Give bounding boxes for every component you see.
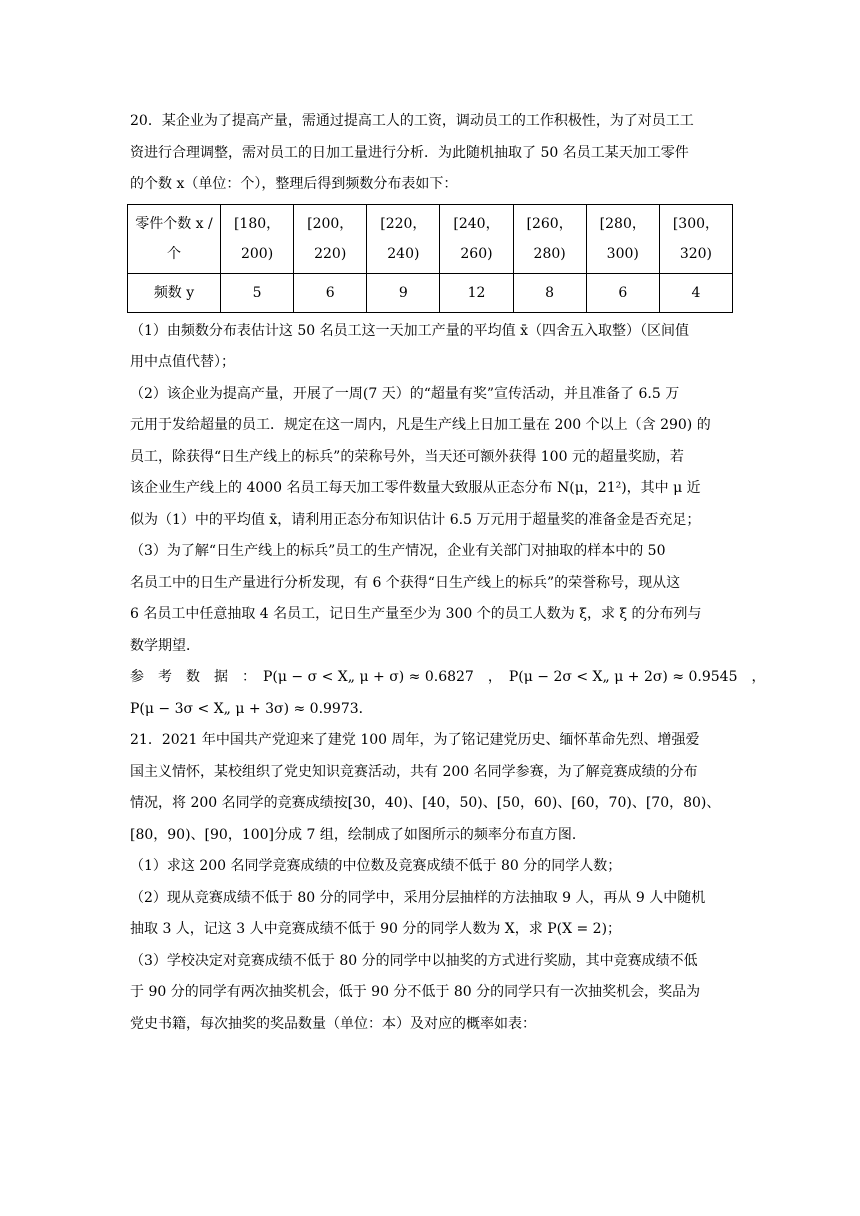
interval-end: 240)	[387, 245, 420, 262]
freq-cell: 4	[659, 273, 732, 312]
q20-part2-line-5: 似为（1）中的平均值 x̄，请利用正态分布知识估计 6.5 万元用于超量奖的准备金是否充足；	[130, 511, 701, 528]
q21-intro-line-2: 国主义情怀，某校组织了党史知识竞赛活动，共有 200 名同学参赛，为了解竞赛成绩的分布	[130, 763, 698, 780]
interval-start: [280，	[599, 215, 646, 232]
q20-part3-line-3: 6 名员工中任意抽取 4 名员工，记日生产量至少为 300 个的员工人数为 ξ，求 ξ 的分布列与	[130, 606, 702, 622]
q21-intro-line-1: 21．2021 年中国共产党迎来了建党 100 周年，为了铭记建党历史、缅怀革命先烈、增强爱	[130, 732, 700, 748]
q21-part3-line-2: 于 90 分的同学有两次抽奖机会，低于 90 分不低于 80 分的同学只有一次抽奖机会，奖品为	[130, 984, 701, 1000]
q21-part3-line-1: （3）学校决定对竞赛成绩不低于 80 分的同学中以抽奖的方式进行奖励，其中竞赛成绩不低	[130, 952, 698, 969]
interval-end: 300)	[606, 245, 639, 262]
question-21	[130, 725, 736, 1040]
q21-part3-line-3: 党史书籍，每次抽奖的奖品数量（单位：本）及对应的概率如表：	[130, 1015, 536, 1032]
freq-cell: 5	[221, 273, 294, 312]
frequency-table	[127, 204, 733, 313]
q20-part2-line-2: 元用于发给超量的员工．规定在这一周内，凡是生产线上日加工量在 200 个以上（含 290) 的	[130, 417, 711, 433]
interval-cell	[367, 204, 440, 273]
q20-intro-line-3: 的个数 x（单位：个），整理后得到频数分布表如下：	[130, 176, 458, 192]
q20-reference-line-1: 参 考 数 据 ： P(μ − σ < X„ μ + σ) ≈ 0.6827 ， P(μ − 2σ < X„ μ + 2σ) ≈ 0.9545 ，	[130, 669, 766, 685]
header-line-1: 零件个数 x /	[135, 215, 213, 232]
interval-cell	[586, 204, 659, 273]
interval-end: 200)	[240, 245, 274, 262]
header-line-2: 个	[167, 245, 181, 262]
freq-cell: 12	[440, 273, 513, 312]
question-20	[130, 106, 766, 725]
interval-end: 280)	[533, 245, 566, 262]
q20-part3-line-2: 名员工中的日生产量进行分析发现，有 6 个获得“日生产线上的标兵”的荣誉称号，现从这	[130, 574, 681, 591]
interval-start: [300，	[672, 215, 720, 232]
q21-part1-line-1: （1）求这 200 名同学竞赛成绩的中位数及竞赛成绩不低于 80 分的同学人数；	[130, 858, 622, 874]
q20-part2-line-4: 该企业生产线上的 4000 名员工每天加工零件数量大致服从正态分布 N(μ，21²)，其中 μ 近	[130, 480, 701, 496]
freq-cell: 9	[367, 273, 440, 312]
interval-end: 260)	[460, 245, 493, 262]
interval-start: [200，	[307, 215, 354, 232]
q21-intro-line-3: 情况，将 200 名同学的竞赛成绩按[30，40)、[40，50)、[50，60)、[60，70)、[70，80)、	[130, 795, 721, 811]
interval-cell	[659, 204, 732, 273]
q20-part3-line-1: （3）为了解“日生产线上的标兵”员工的生产情况，企业有关部门对抽取的样本中的 50	[130, 543, 666, 559]
interval-cell	[294, 204, 367, 273]
q21-part2-line-1: （2）现从竞赛成绩不低于 80 分的同学中，采用分层抽样的方法抽取 9 人，再从 9 人中随机	[130, 889, 706, 906]
interval-start: [180，	[233, 215, 281, 232]
q20-part2-line-3: 员工，除获得“日生产线上的标兵”的荣称号外，当天还可额外获得 100 元的超量奖励，若	[130, 448, 684, 465]
q20-intro-line-2: 资进行合理调整，需对员工的日加工量进行分析．为此随机抽取了 50 名员工某天加工零件	[130, 144, 689, 161]
interval-cell	[513, 204, 586, 273]
freq-label-cell: 频数 y	[128, 273, 221, 312]
interval-start: [260，	[526, 215, 573, 232]
table-row-intervals	[128, 204, 733, 273]
freq-cell: 6	[586, 273, 659, 312]
q20-part3-line-4: 数学期望．	[130, 637, 200, 654]
table-row-frequency	[128, 273, 733, 312]
q20-part1-line-1: （1）由频数分布表估计这 50 名员工这一天加工产量的平均值 x̄（四舍五入取整）（区间值	[130, 322, 689, 339]
freq-cell: 6	[294, 273, 367, 312]
interval-cell	[221, 204, 294, 273]
q20-part2-line-1: （2）该企业为提高产量，开展了一周(7 天）的“超量有奖”宣传活动，并且准备了 6.5 万	[130, 385, 680, 402]
q20-reference-line-2: P(μ − 3σ < X„ μ + 3σ) ≈ 0.9973．	[130, 700, 373, 717]
q21-intro-line-4: [80，90)、[90，100]分成 7 组，绘制成了如图所示的频率分布直方图．	[130, 826, 586, 843]
interval-end: 220)	[314, 245, 347, 262]
q20-part1-line-2: 用中点值代替）；	[130, 354, 235, 370]
q21-part2-line-2: 抽取 3 人，记这 3 人中竞赛成绩不低于 90 分的同学人数为 X，求 P(X = 2)；	[130, 921, 622, 937]
freq-cell: 8	[513, 273, 586, 312]
table-header-cell	[128, 204, 221, 273]
interval-start: [240，	[453, 215, 500, 232]
q20-intro-line-1: 20．某企业为了提高产量，需通过提高工人的工资，调动员工的工作积极性，为了对员工工	[130, 113, 694, 129]
interval-cell	[440, 204, 513, 273]
interval-end: 320)	[679, 245, 713, 262]
interval-start: [220，	[380, 215, 427, 232]
document-page	[130, 106, 766, 1040]
